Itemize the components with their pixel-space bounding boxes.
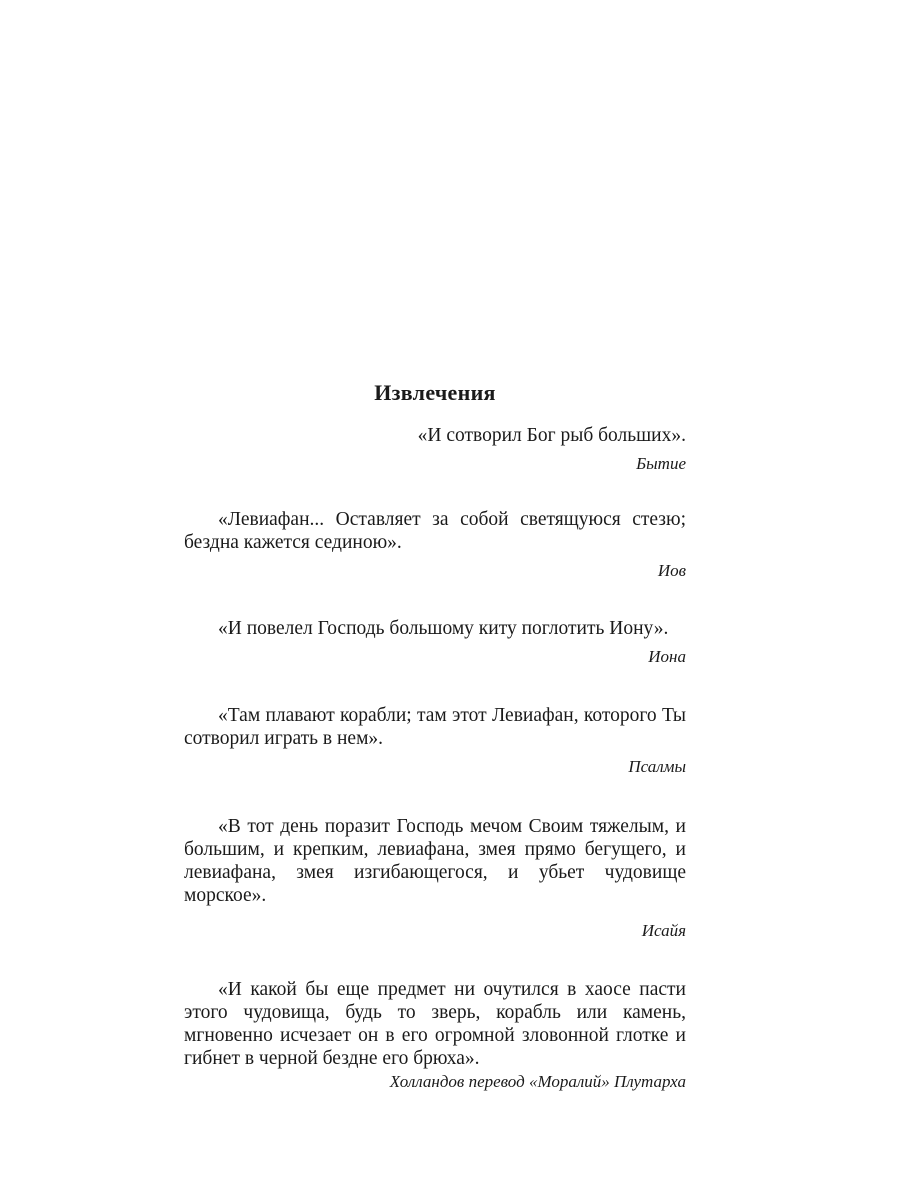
quote-text: «Левиафан... Оставляет за собой светящуюся стезю; бездна кажется сединою». (184, 509, 686, 553)
quote-text: «И сотворил Бог рыб больших». (417, 425, 686, 446)
quote-source: Исайя (641, 921, 686, 940)
quote-source: Иов (657, 561, 686, 580)
book-page (184, 370, 686, 1093)
quote-text: «И какой бы еще предмет ни очутился в хаосе пасти этого чудовища, будь то зверь, корабль или камень, мгновенно исчезает он в его огромной зловонной глотке и гибнет в черной бездне его брюха». (184, 979, 686, 1069)
quote-source: Холландов перевод «Моралий» Плутарха (389, 1072, 686, 1091)
epigraph-jonah (184, 617, 686, 668)
chapter-title: Извлечения (374, 380, 496, 405)
quote-source: Псалмы (628, 757, 686, 776)
quote-text: «И повелел Господь большому киту поглотить Иону». (218, 618, 669, 639)
quote-text: «Там плавают корабли; там этот Левиафан, которого Ты сотворил играть в нем». (184, 705, 686, 749)
quote-text: «В тот день поразит Господь мечом Своим тяжелым, и большим, и крепким, левиафана, змея прямо бегущего, и левиафана, змея изгибающегося, и убьет чудовище морское». (184, 816, 686, 906)
epigraph-job (184, 508, 686, 582)
epigraph-psalms (184, 704, 686, 778)
epigraph-genesis (184, 424, 686, 475)
epigraph-isaiah (184, 815, 686, 942)
epigraph-plutarch (184, 978, 686, 1093)
quote-source: Иона (648, 647, 686, 666)
quote-source: Бытие (636, 454, 686, 473)
